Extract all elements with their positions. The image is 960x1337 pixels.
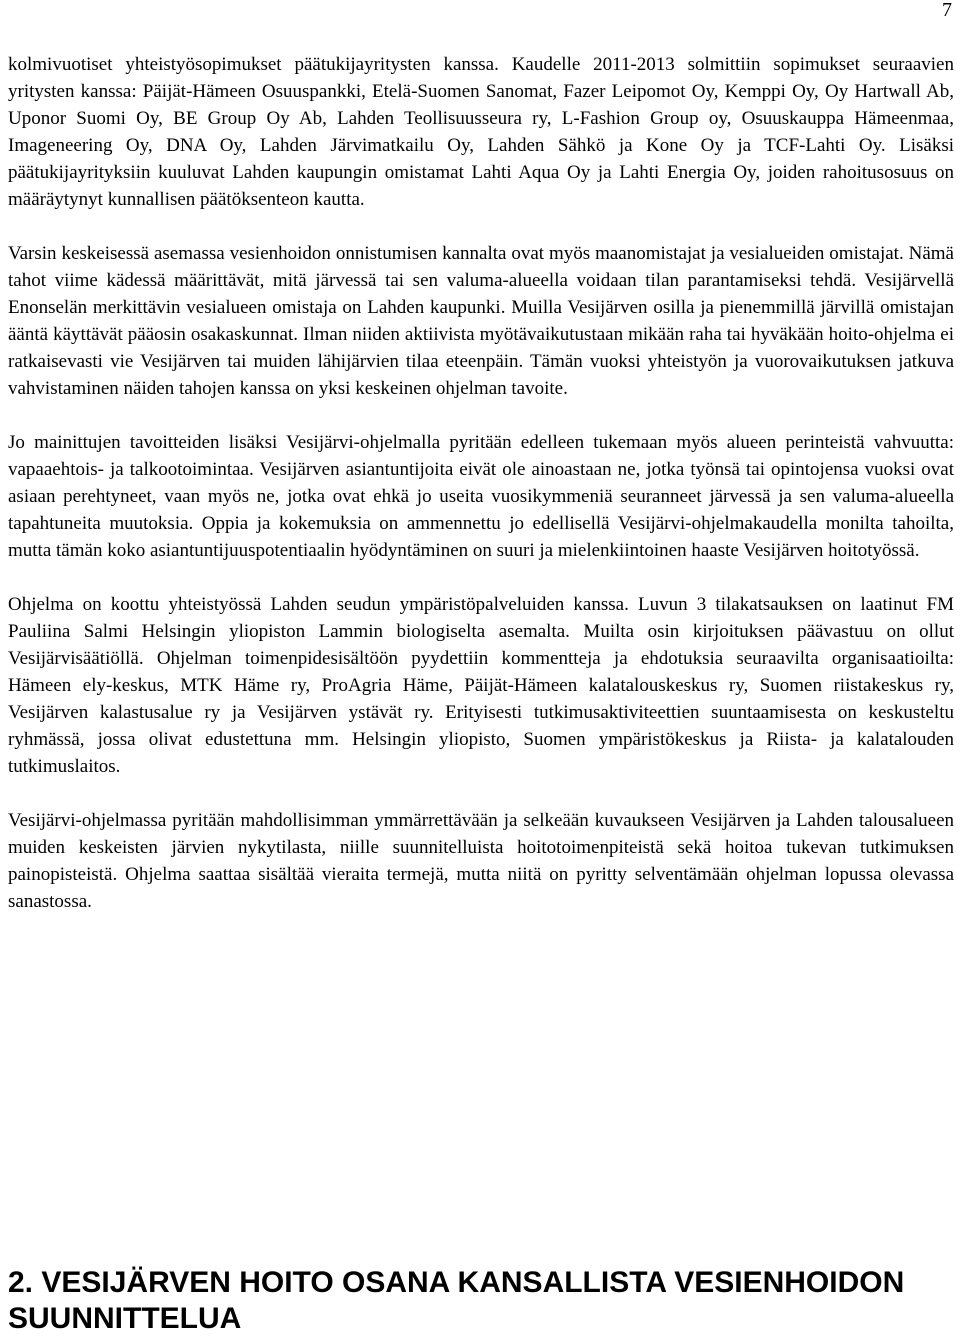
paragraph-sponsors: kolmivuotiset yhteistyösopimukset päätukijayritysten kanssa. Kaudelle 2011-2013 solmittiin sopimukset seuraavien yritysten kanssa: Päijät-Hämeen Osuuspankki, Etelä-Suomen Sanomat, Fazer Leipomot Oy, Kemppi Oy, Oy Hartwall Ab, Uponor Suomi Oy, BE Group Oy Ab, Lahden Teollisuusseura ry, L-Fashion Group oy, Osuuskauppa Hämeenmaa, Imageneering Oy, DNA Oy, Lahden Järvimatkailu Oy, Lahden Sähkö ja Kone Oy ja TCF-Lahti Oy. Lisäksi päätukijayrityksiin kuuluvat Lahden kaupungin omistamat Lahti Aqua Oy ja Lahti Energia Oy, joiden rahoitusosuus on määräytynyt kunnallisen päätöksenteon kautta.	[8, 54, 954, 210]
page-number: 7	[942, 0, 952, 21]
paragraph-readability: Vesijärvi-ohjelmassa pyritään mahdollisimman ymmärrettävään ja selkeään kuvaukseen Vesijärven ja Lahden talousalueen muiden keskeisten järvien nykytilasta, niille suunnitelluista hoitotoimenpiteistä sekä hoitoa tukevan tutkimuksen painopisteistä. Ohjelma saattaa sisältää vieraita termejä, mutta niitä on pyritty selventämään ohjelman lopussa olevassa sanastossa.	[8, 810, 954, 912]
paragraph-volunteers: Jo mainittujen tavoitteiden lisäksi Vesijärvi-ohjelmalla pyritään edelleen tukemaan myös alueen perinteistä vahvuutta: vapaaehtois- ja talkootoimintaa. Vesijärven asiantuntijoita eivät ole ainoastaan ne, jotka työnsä tai opintojensa vuoksi ovat asiaan perehtyneet, vaan myös ne, jotka ovat ehkä jo useita vuosikymmeniä seuranneet järvessä ja sen valuma-alueella tapahtuneita muutoksia. Oppia ja kokemuksia on ammennettu jo edellisellä Vesijärvi-ohjelmakaudella monilta tahoilta, mutta tämän koko asiantuntijuuspotentiaalin hyödyntäminen on suuri ja mielenkiintoinen haaste Vesijärven hoitotyössä.	[8, 432, 954, 561]
paragraph-authors: Ohjelma on koottu yhteistyössä Lahden seudun ympäristöpalveluiden kanssa. Luvun 3 tilakatsauksen on laatinut FM Pauliina Salmi Helsingin yliopiston Lammin biologiselta asemalta. Muilta osin kirjoituksen päävastuu on ollut Vesijärvisäätiöllä. Ohjelman toimenpidesisältöön pyydettiin kommentteja ja ehdotuksia seuraavilta organisaatioilta: Hämeen ely-keskus, MTK Häme ry, ProAgria Häme, Päijät-Hämeen kalatalouskeskus ry, Suomen riistakeskus ry, Vesijärven kalastusalue ry ja Vesijärven ystävät ry. Erityisesti tutkimusaktiviteettien suuntaamisesta on keskusteltu ryhmässä, jossa olivat edustettuna mm. Helsingin yliopisto, Suomen ympäristökeskus ja Riista- ja kalatalouden tutkimuslaitos.	[8, 594, 954, 777]
paragraph-landowners: Varsin keskeisessä asemassa vesienhoidon onnistumisen kannalta ovat myös maanomistajat ja vesialueiden omistajat. Nämä tahot viime kädessä määrittävät, mitä järvessä tai sen valuma-alueella voidaan tilan parantamiseksi tehdä. Vesijärvellä Enonselän merkittävin vesialueen omistaja on Lahden kaupunki. Muilla Vesijärven osilla ja pienemmillä järvillä omistajan ääntä käyttävät pääosin osakaskunnat. Ilman niiden aktiivista myötävaikutustaan mikään raha tai hyväkään hoito-ohjelma ei ratkaisevasti vie Vesijärven tai muiden lähijärvien tilaa eteenpäin. Tämän vuoksi yhteistyön ja vuorovaikutuksen jatkuva vahvistaminen näiden tahojen kanssa on yksi keskeinen ohjelman tavoite.	[8, 243, 954, 399]
document-body	[8, 51, 954, 915]
section-heading: 2. VESIJÄRVEN HOITO OSANA KANSALLISTA VESIENHOIDON SUUNNITTELUA	[8, 1266, 905, 1335]
